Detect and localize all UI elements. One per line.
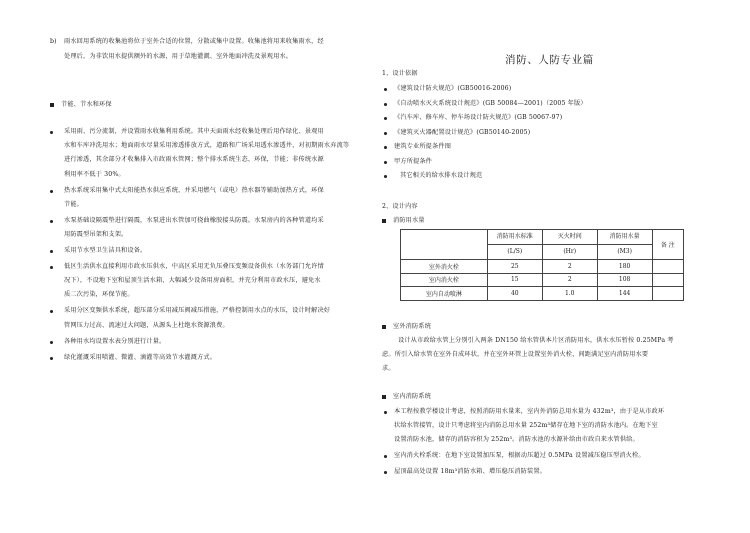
table-row bbox=[401, 287, 684, 301]
basis-item: 其它相关的给水排水设计规范 bbox=[400, 172, 483, 179]
list-item-line: 质二次污染，环保节能。 bbox=[64, 291, 134, 299]
basis-item: 《自动喷水灭火系统设计规范》(GB 50084—2001)（2005 年版） bbox=[394, 99, 587, 107]
outdoor-text-line: 求。 bbox=[382, 365, 395, 372]
list-item-line: 用防震型吊架和支架。 bbox=[64, 231, 128, 238]
bullet-dot-icon bbox=[50, 220, 53, 223]
list-item-line: 管网压力过高、流速过大问题，从源头上杜绝水资源浪费。 bbox=[64, 321, 229, 329]
table-cell-time: 2 bbox=[542, 273, 597, 287]
table-cell-flow: 25 bbox=[487, 260, 542, 274]
table-cell-name: 室内自动喷淋 bbox=[401, 287, 488, 301]
table-cell-time: 1.0 bbox=[542, 287, 597, 301]
table-cell-name: 室外消火栓 bbox=[401, 260, 488, 274]
header-cell: 灭火时间 bbox=[542, 230, 597, 245]
indoor-item-line: 室内消火栓系统：在地下室设置加压泵，根据动压超过 0.5MPa 设置减压稳压型消火栓。 bbox=[394, 452, 645, 460]
bullet-dot-icon bbox=[384, 471, 387, 474]
square-bullet-icon bbox=[382, 395, 386, 399]
table-header-row bbox=[401, 230, 684, 245]
header-unit-cell: (L/S) bbox=[487, 245, 542, 260]
header-cell: 消防用水标准 bbox=[487, 230, 542, 245]
basis-item: 建筑专业所提条件图 bbox=[394, 143, 452, 150]
list-item-line: 采用分区变频供水系统，超压部分采用减压阀减压措施，严格控制用水点的水压，设计时解决好 bbox=[64, 307, 331, 315]
table-cell-note bbox=[652, 287, 683, 301]
basis-item: 《建筑灭火器配置设计规范》(GB50140-2005) bbox=[394, 128, 531, 136]
bullet-dot-icon bbox=[50, 131, 53, 134]
indoor-item-line: 设置消防水池，储存的消防容积为 252m³。消防水池的水源补给由市政自来水管供给。 bbox=[394, 436, 639, 444]
table-cell-flow: 15 bbox=[487, 273, 542, 287]
table-cell-flow: 40 bbox=[487, 287, 542, 301]
table-cell-volume: 180 bbox=[597, 260, 652, 274]
list-item-line: 采用雨、污分流制，并设置雨水收集利用系统。其中天面雨水经收集处理后用作绿化、景观用 bbox=[64, 128, 324, 135]
section-heading bbox=[50, 98, 112, 112]
outdoor-text-line: 设计从市政给水管上分别引入两条 DN150 给水管供本片区消防用水，供水水压暂按 0.25MPa 考 bbox=[398, 337, 674, 344]
basis-item: 《汽车库、修车库、停车场设计防火规范》(GB 50067-97) bbox=[394, 114, 563, 121]
header-cell: 备 注 bbox=[652, 230, 683, 260]
b-item-line: 雨水回用系统的收集池将位于室外合适的位置，分散或集中设置。收集池将用来收集雨水，经 bbox=[64, 38, 324, 45]
bullet-dot-icon bbox=[384, 175, 387, 178]
section-title: 节能、节水和环保 bbox=[61, 101, 112, 108]
table-row bbox=[401, 260, 684, 274]
list-item-line: 绿化灌溉采用喷灌、微灌、滴灌等高效节水灌溉方式。 bbox=[64, 353, 217, 361]
basis-item: 甲方所提条件 bbox=[394, 157, 433, 165]
indoor-heading: 室内消防系统 bbox=[393, 393, 432, 400]
b-item-line: 处理后，为非饮用水提供额外的水源，用于草地灌溉、室外地面冲洗及景观用水。 bbox=[64, 52, 293, 60]
table-cell-time: 2 bbox=[542, 260, 597, 274]
list-item-line: 节能。 bbox=[64, 200, 84, 208]
list-item-line: 各种用水均设置水表分别进行计量。 bbox=[64, 337, 166, 345]
table-cell-volume: 108 bbox=[597, 273, 652, 287]
outdoor-text-line: 虑。所引入给水管在室外自成环状，并在室外环管上设置室外消火栓，间距满足室内消防用水要 bbox=[382, 351, 649, 358]
indoor-item-line: 屋顶最高处设置 18m³消防水箱、增压稳压消防装置。 bbox=[394, 468, 547, 476]
bullet-dot-icon bbox=[384, 161, 387, 164]
indoor-item-line: 状给水管接管，设计只考虑将室内消防总用水量 252m³储存在地下室的消防水池内。在地下室 bbox=[394, 422, 658, 430]
indoor-heading-row bbox=[382, 390, 431, 404]
bullet-dot-icon bbox=[384, 103, 387, 106]
bullet-dot-icon bbox=[384, 88, 387, 91]
flow-heading: 消防用水量 bbox=[393, 217, 425, 224]
list-item-line: 进行渗透，其余部分才收集排入市政雨水管网；整个排水系统生态、环保，节能；非传统水源 bbox=[64, 156, 324, 164]
table-row bbox=[401, 273, 684, 287]
page-title: 消防、人防专业篇 bbox=[505, 54, 594, 66]
flow-heading-row bbox=[382, 214, 425, 228]
b-item-label: b) bbox=[50, 38, 57, 45]
list-item-line: 低区生活供水直接利用市政水压供水，中高区采用无负压叠压变频设备供水（水务部门允许情 bbox=[64, 263, 324, 270]
header-cell: 消防用水量 bbox=[597, 230, 652, 245]
basis-heading: 1、设计依据 bbox=[382, 70, 418, 77]
bullet-dot-icon bbox=[384, 132, 387, 135]
basis-item: 《建筑设计防火规范》(GB50016-2006) bbox=[394, 85, 512, 92]
table-cell-note bbox=[652, 273, 683, 287]
content-heading: 2、设计内容 bbox=[382, 203, 418, 210]
square-bullet-icon bbox=[382, 219, 386, 223]
list-item-line: 况下），不设地下室和屋顶生活水箱，大幅减少设备用房面积，并充分利用市政水压，避免水 bbox=[64, 277, 321, 285]
list-item-line: 热水系统采用集中式太阳能热水供应系统，并采用燃气（或电）热水器等辅助加热方式，环保 bbox=[64, 186, 324, 194]
table-corner-cell bbox=[401, 230, 488, 260]
outdoor-heading: 室外消防系统 bbox=[393, 323, 432, 330]
bullet-dot-icon bbox=[384, 117, 387, 120]
table-cell-volume: 144 bbox=[597, 287, 652, 301]
header-unit-cell: (M3) bbox=[597, 245, 652, 260]
table-cell-note bbox=[652, 260, 683, 274]
bullet-dot-icon bbox=[50, 266, 53, 269]
bullet-dot-icon bbox=[384, 411, 387, 414]
list-item-line: 水和车库冲洗用水；地面雨水尽量采用渗透排放方式，道路和广场采用透水渗透井，对初期雨水弃流等 bbox=[64, 142, 350, 150]
square-bullet-icon bbox=[50, 103, 54, 107]
bullet-dot-icon bbox=[50, 310, 53, 313]
outdoor-heading-row bbox=[382, 320, 431, 334]
bullet-dot-icon bbox=[50, 341, 53, 344]
table-cell-name: 室内消火栓 bbox=[401, 273, 488, 287]
bullet-dot-icon bbox=[50, 190, 53, 193]
indoor-item-line: 本工程按教学楼设计考虑，按照消防用水量来，室内外消防总用水量为 432m³，由于是从市政环 bbox=[394, 408, 665, 415]
square-bullet-icon bbox=[382, 325, 386, 329]
bullet-dot-icon bbox=[384, 455, 387, 458]
bullet-dot-icon bbox=[50, 250, 53, 253]
water-flow-table bbox=[400, 229, 684, 301]
bullet-dot-icon bbox=[384, 146, 387, 149]
header-unit-cell: (Hr) bbox=[542, 245, 597, 260]
list-item-line: 水泵基础设隔震垫进行隔震，水泵进出水管加可挠曲橡胶接头防震。水泵房内的各种管道均采 bbox=[64, 216, 324, 224]
bullet-dot-icon bbox=[50, 357, 53, 360]
list-item-line: 利用率不低于 30%。 bbox=[64, 170, 125, 178]
list-item-line: 采用节水型卫生洁具和设备。 bbox=[64, 247, 147, 254]
